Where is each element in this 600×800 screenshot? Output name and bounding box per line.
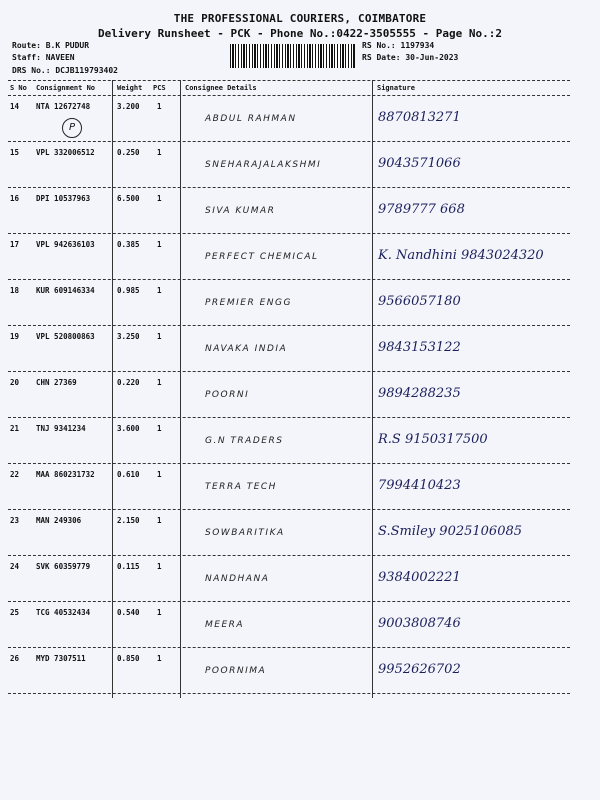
row-weight: 3.200 xyxy=(117,102,140,111)
row-weight: 0.250 xyxy=(117,148,140,157)
row-consignee-name: PERFECT CHEMICAL xyxy=(205,252,319,262)
header-divider xyxy=(8,95,570,96)
row-divider xyxy=(8,141,570,142)
row-consignee-name: G.N TRADERS xyxy=(205,436,284,446)
row-pcs: 1 xyxy=(157,286,162,295)
col-header-weight: Weight xyxy=(117,84,143,92)
rs-date: RS Date: 30-Jun-2023 xyxy=(362,53,459,62)
row-sno: 24 xyxy=(10,562,20,571)
row-divider xyxy=(8,693,570,694)
col-divider xyxy=(180,80,181,698)
col-header-consignee: Consignee Details xyxy=(185,84,257,92)
row-consignment-no: NTA 12672748 xyxy=(36,102,91,111)
row-weight: 0.985 xyxy=(117,286,140,295)
row-signature: R.S 9150317500 xyxy=(378,432,488,447)
row-consignment-no: VPL 332006512 xyxy=(36,148,95,157)
row-sno: 19 xyxy=(10,332,20,341)
row-consignee-name: POORNIMA xyxy=(205,666,267,676)
row-consignment-no: TCG 40532434 xyxy=(36,608,91,617)
col-divider xyxy=(372,80,373,698)
route-label: Route: B.K PUDUR xyxy=(12,41,90,50)
row-consignment-no: KUR 609146334 xyxy=(36,286,95,295)
row-divider xyxy=(8,601,570,602)
col-header-signature: Signature xyxy=(377,84,415,92)
row-signature: 9003808746 xyxy=(378,616,461,631)
row-divider xyxy=(8,279,570,280)
row-divider xyxy=(8,647,570,648)
row-signature: 9789777 668 xyxy=(378,202,465,217)
row-divider xyxy=(8,187,570,188)
row-sno: 15 xyxy=(10,148,20,157)
row-sno: 14 xyxy=(10,102,20,111)
row-consignment-no: MYD 7307511 xyxy=(36,654,86,663)
row-sno: 21 xyxy=(10,424,20,433)
col-divider xyxy=(112,80,113,698)
row-pcs: 1 xyxy=(157,194,162,203)
row-consignment-no: VPL 942636103 xyxy=(36,240,95,249)
row-sno: 16 xyxy=(10,194,20,203)
row-sno: 17 xyxy=(10,240,20,249)
row-consignee-name: TERRA TECH xyxy=(205,482,277,492)
row-divider xyxy=(8,555,570,556)
table-top-border xyxy=(8,80,570,81)
runsheet-subtitle: Delivery Runsheet - PCK - Phone No.:0422-3505555 - Page No.:2 xyxy=(98,27,502,40)
row-divider xyxy=(8,463,570,464)
stamp-circle: P xyxy=(62,118,82,138)
row-signature: 9952626702 xyxy=(378,662,461,677)
row-consignee-name: PREMIER ENGG xyxy=(205,298,292,308)
row-sno: 20 xyxy=(10,378,20,387)
row-signature: 9566057180 xyxy=(378,294,461,309)
row-sno: 18 xyxy=(10,286,20,295)
col-header-consignment: Consignment No xyxy=(36,84,96,92)
row-weight: 0.385 xyxy=(117,240,140,249)
row-signature: 9843153122 xyxy=(378,340,461,355)
row-weight: 6.500 xyxy=(117,194,140,203)
barcode xyxy=(230,44,355,68)
row-divider xyxy=(8,233,570,234)
row-consignment-no: SVK 60359779 xyxy=(36,562,91,571)
row-signature: 9043571066 xyxy=(378,156,461,171)
row-consignee-name: SIVA KUMAR xyxy=(205,206,276,216)
row-consignee-name: NAVAKA INDIA xyxy=(205,344,288,354)
row-pcs: 1 xyxy=(157,608,162,617)
row-consignment-no: DPI 10537963 xyxy=(36,194,91,203)
row-weight: 0.850 xyxy=(117,654,140,663)
row-divider xyxy=(8,325,570,326)
row-consignment-no: CHN 27369 xyxy=(36,378,77,387)
row-pcs: 1 xyxy=(157,332,162,341)
drs-number: DRS No.: DCJB119793402 xyxy=(12,66,118,75)
row-divider xyxy=(8,417,570,418)
row-consignment-no: MAN 249306 xyxy=(36,516,82,525)
row-signature: S.Smiley 9025106085 xyxy=(378,524,523,539)
row-consignee-name: NANDHANA xyxy=(205,574,270,584)
row-consignment-no: TNJ 9341234 xyxy=(36,424,86,433)
row-pcs: 1 xyxy=(157,516,162,525)
row-signature: 8870813271 xyxy=(378,110,461,125)
row-signature: 7994410423 xyxy=(378,478,461,493)
row-consignee-name: ABDUL RAHMAN xyxy=(205,114,297,124)
row-weight: 2.150 xyxy=(117,516,140,525)
row-divider xyxy=(8,371,570,372)
col-header-pcs: PCS xyxy=(153,84,166,92)
row-divider xyxy=(8,509,570,510)
row-pcs: 1 xyxy=(157,470,162,479)
row-weight: 3.250 xyxy=(117,332,140,341)
row-weight: 0.115 xyxy=(117,562,140,571)
row-pcs: 1 xyxy=(157,654,162,663)
row-weight: 0.220 xyxy=(117,378,140,387)
col-header-sno: S No xyxy=(10,84,27,92)
row-weight: 0.540 xyxy=(117,608,140,617)
row-pcs: 1 xyxy=(157,148,162,157)
row-sno: 22 xyxy=(10,470,20,479)
row-consignment-no: MAA 860231732 xyxy=(36,470,95,479)
row-sno: 23 xyxy=(10,516,20,525)
row-pcs: 1 xyxy=(157,102,162,111)
row-consignee-name: MEERA xyxy=(205,620,245,630)
row-consignee-name: SNEHARAJALAKSHMI xyxy=(205,160,322,170)
staff-label: Staff: NAVEEN xyxy=(12,53,75,62)
row-pcs: 1 xyxy=(157,240,162,249)
row-consignee-name: SOWBARITIKA xyxy=(205,528,285,538)
row-signature: K. Nandhini 9843024320 xyxy=(378,248,544,263)
row-pcs: 1 xyxy=(157,562,162,571)
row-signature: 9894288235 xyxy=(378,386,461,401)
row-sno: 25 xyxy=(10,608,20,617)
row-pcs: 1 xyxy=(157,378,162,387)
row-consignment-no: VPL 520800863 xyxy=(36,332,95,341)
company-title: THE PROFESSIONAL COURIERS, COIMBATORE xyxy=(173,12,427,25)
row-sno: 26 xyxy=(10,654,20,663)
row-pcs: 1 xyxy=(157,424,162,433)
row-consignee-name: POORNI xyxy=(205,390,250,400)
row-weight: 0.610 xyxy=(117,470,140,479)
row-signature: 9384002221 xyxy=(378,570,461,585)
rs-number: RS No.: 1197934 xyxy=(362,41,435,50)
row-weight: 3.600 xyxy=(117,424,140,433)
